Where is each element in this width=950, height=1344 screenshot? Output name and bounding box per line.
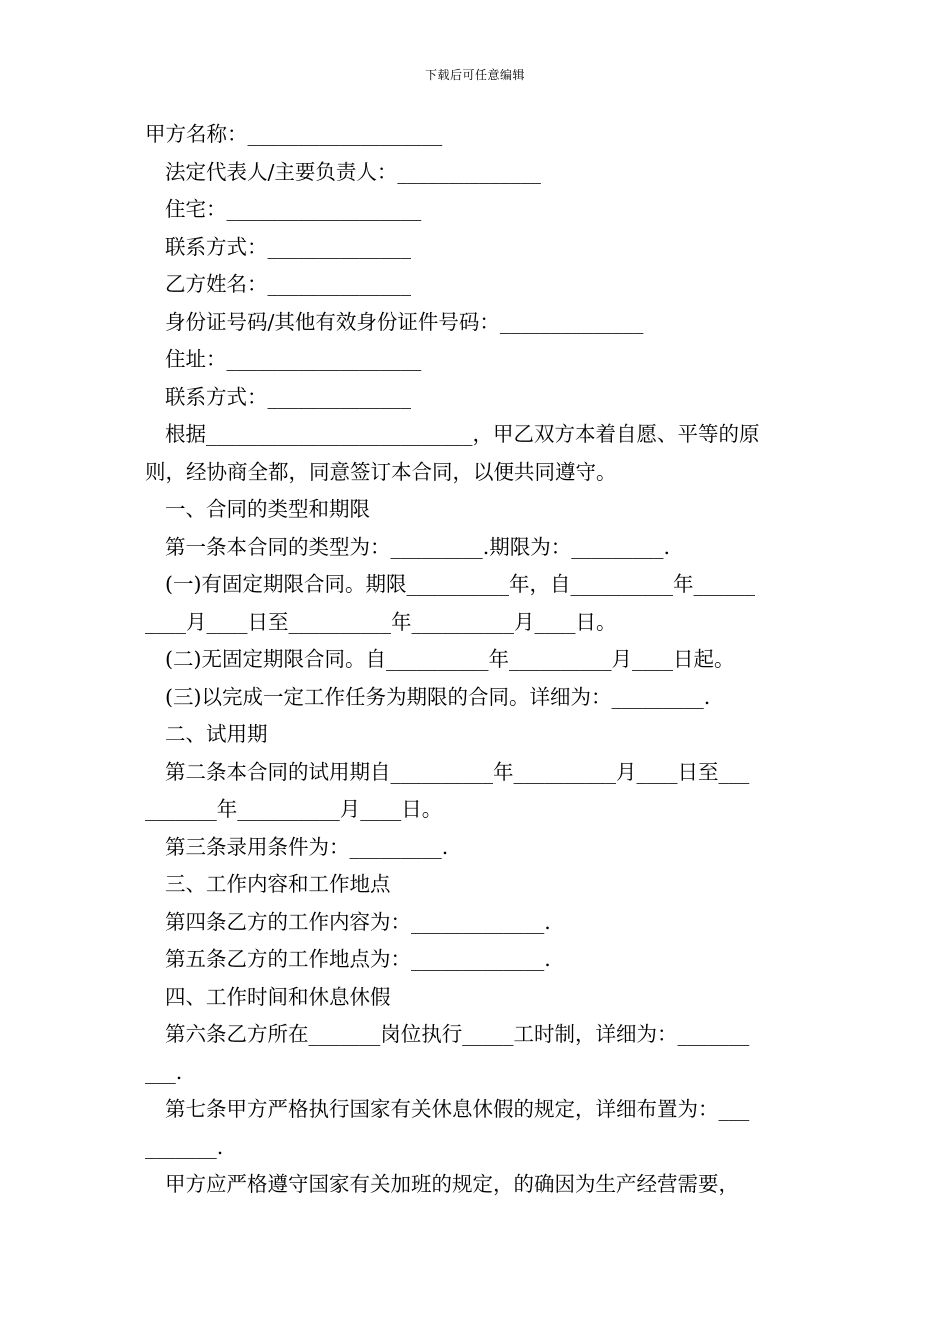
preamble-line-2: 则，经协商全都，同意签订本合同，以便共同遵守。	[145, 460, 617, 484]
article-6-line-1: 第六条乙方所在_______岗位执行_____工时制，详细为：_______	[165, 1022, 750, 1046]
article-2-line-2: _______年__________月____日。	[145, 797, 443, 821]
section-3-heading: 三、工作内容和工作地点	[165, 872, 391, 896]
party-b-contact-line: 联系方式：______________	[165, 385, 411, 409]
article-1-line: 第一条本合同的类型为：_________.期限为：_________.	[165, 535, 671, 559]
article-3-line: 第三条录用条件为：_________.	[165, 835, 449, 859]
article-6-line-2: ___.	[145, 1060, 183, 1084]
section-2-heading: 二、试用期	[165, 722, 268, 746]
party-b-id-line: 身份证号码/其他有效身份证件号码：______________	[165, 310, 644, 334]
party-b-address-line: 住址：___________________	[165, 347, 422, 371]
section-1-heading: 一、合同的类型和期限	[165, 497, 370, 521]
overtime-line: 甲方应严格遵守国家有关加班的规定，的确因为生产经营需要，	[165, 1172, 739, 1196]
article-5-line: 第五条乙方的工作地点为：_____________.	[165, 947, 551, 971]
legal-representative-line: 法定代表人/主要负责人：______________	[165, 160, 541, 184]
preamble-line-1: 根据__________________________，甲乙双方本着自愿、平等的原	[165, 422, 760, 446]
article-2-line-1: 第二条本合同的试用期自__________年__________月____日至___	[165, 760, 750, 784]
party-a-contact-line: 联系方式：______________	[165, 235, 411, 259]
open-term-line: (二)无固定期限合同。自__________年__________月____日起。	[165, 647, 735, 671]
task-term-line: (三)以完成一定工作任务为期限的合同。详细为：_________.	[165, 685, 711, 709]
section-4-heading: 四、工作时间和休息休假	[165, 985, 391, 1009]
party-a-name-line: 甲方名称：___________________	[145, 122, 443, 146]
article-7-line-1: 第七条甲方严格执行国家有关休息休假的规定，详细布置为：___	[165, 1097, 750, 1121]
article-4-line: 第四条乙方的工作内容为：_____________.	[165, 910, 551, 934]
article-7-line-2: _______.	[145, 1135, 224, 1159]
fixed-term-line-2: ____月____日至__________年__________月____日。	[145, 610, 617, 634]
party-a-residence-line: 住宅：___________________	[165, 197, 422, 221]
header-note: 下载后可任意编辑	[424, 68, 525, 82]
party-b-name-line: 乙方姓名：______________	[165, 272, 411, 296]
fixed-term-line-1: (一)有固定期限合同。期限__________年，自__________年______	[165, 572, 755, 596]
